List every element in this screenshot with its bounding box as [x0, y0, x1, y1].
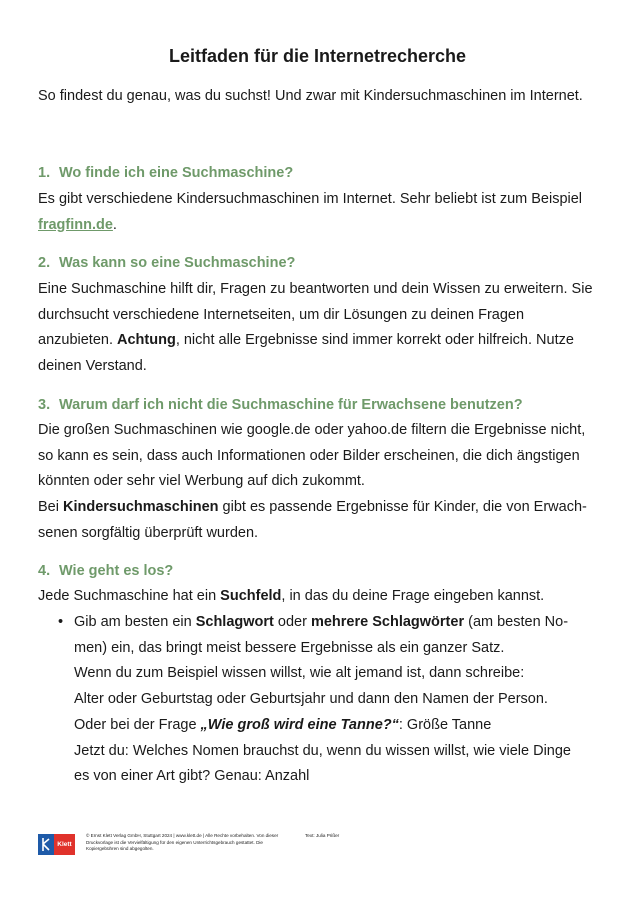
- klett-logo-text: Klett: [54, 834, 75, 855]
- section-2-title: Was kann so eine Suchmaschine?: [59, 255, 296, 271]
- section-3-text-b-pre: Bei: [38, 499, 63, 516]
- klett-clover-icon: [40, 836, 52, 853]
- section-2-number: 2.: [38, 255, 51, 271]
- section-2-heading: [38, 255, 295, 271]
- bullet-t1: Gib am besten ein: [74, 614, 196, 630]
- bullet-body: [74, 610, 588, 790]
- bullet-line-1: [74, 610, 588, 661]
- section-2-bold: Achtung: [117, 332, 176, 349]
- section-3-paragraph: [38, 418, 598, 547]
- section-3-text-b: [38, 495, 598, 546]
- section-1-text-end: .: [112, 216, 117, 233]
- section-1-title: Wo finde ich eine Suchmaschine?: [59, 165, 294, 181]
- bullet-line-5: Jetzt du: Welches Nomen brauchst du, wenn du wissen willst, wie viele Dinge es von einer Art gibt? Genau: Anzahl: [74, 742, 571, 785]
- klett-logo-mark: [38, 834, 54, 855]
- author-credit: Text: Julia Prißer: [305, 833, 340, 838]
- section-4-text-post: , in das du deine Frage eingeben kannst.: [281, 588, 545, 604]
- bullet-t2: oder: [273, 614, 311, 630]
- section-4-paragraph: [38, 584, 598, 610]
- fragfinn-link[interactable]: fragfinn.de: [38, 216, 113, 233]
- bullet-line-4: [74, 713, 588, 739]
- copyright-notice: © Ernst Klett Verlag GmbH, Stuttgart 2024 | www.klett.de | Alle Rechte vorbehalten. Von dieser Druckvorlage ist die Vervielfältigung für den eigenen Unterrichtsgebrauch gestattet. Die Kopiergebühren sind abgegolten.: [86, 833, 279, 852]
- section-3-text-a: Die großen Suchmaschinen wie google.de oder yahoo.de filtern die Ergebnisse nicht, so kann es sein, dass auch Informationen oder Bilder erscheinen, die dich ängstigen könnten oder sehr viel Werbung auf dich zukommt.: [38, 422, 586, 490]
- section-4-title: Wie geht es los?: [59, 563, 174, 579]
- section-3-text-b-post: gibt es passende Ergebnisse für Kinder, die von Erwachsenen sorgfältig überprüft wurden.: [38, 499, 587, 541]
- bullet-line-3: Alter oder Geburtstag oder Geburtsjahr und dann den Namen der Person.: [74, 691, 548, 708]
- section-2-paragraph: [38, 277, 598, 380]
- section-4-number: 4.: [38, 563, 51, 579]
- bullet-line-4-italic: „Wie groß wird eine Tanne?“: [200, 716, 399, 733]
- bullet-icon: •: [58, 614, 64, 630]
- section-1-text: Es gibt verschiedene Kindersuchmaschinen im Internet. Sehr beliebt ist zum Beispiel: [38, 191, 583, 207]
- section-3-bold: Kindersuchmaschinen: [63, 499, 219, 516]
- section-3-heading: [38, 397, 523, 413]
- bullet-t3: (am besten Nomen) ein, das bringt meist bessere Ergebnisse als ein ganzer Satz.: [74, 614, 569, 656]
- bullet-b1: Schlagwort: [195, 614, 274, 630]
- section-1-number: 1.: [38, 165, 51, 181]
- section-2-text-b: , nicht alle Ergebnisse sind immer korrekt oder hilfreich. Nutze deinen Verstand.: [38, 332, 574, 375]
- section-4-heading: [38, 563, 173, 579]
- section-3-title: Warum darf ich nicht die Suchmaschine für Erwachsene benutzen?: [59, 397, 523, 413]
- page-title: Leitfaden für die Internetrecherche: [168, 46, 467, 66]
- intro-paragraph: So findest du genau, was du suchst! Und zwar mit Kindersuchmaschinen im Internet.: [38, 88, 583, 104]
- bullet-list-item: [58, 610, 588, 790]
- section-4-text-pre: Jede Suchmaschine hat ein: [38, 588, 221, 604]
- section-3-number: 3.: [38, 397, 51, 413]
- bullet-line-4-post: : Größe Tanne: [398, 716, 492, 733]
- section-1-heading: [38, 165, 293, 181]
- klett-logo: [38, 834, 75, 855]
- footer: [38, 834, 598, 858]
- bullet-line-4-pre: Oder bei der Frage: [74, 716, 201, 733]
- section-4-bold: Suchfeld: [220, 588, 282, 604]
- bullet-b2: mehrere Schlagwörter: [310, 614, 465, 630]
- bullet-line-2: Wenn du zum Beispiel wissen willst, wie alt jemand ist, dann schreibe:: [74, 665, 525, 682]
- section-2-text-a: Eine Suchmaschine hilft dir, Fragen zu beantworten und dein Wissen zu erweitern. Sie durchsucht verschiedene Internetseiten, um dir Lösungen zu deinen Fragen anzubieten.: [38, 281, 593, 349]
- section-1-paragraph: [38, 187, 598, 238]
